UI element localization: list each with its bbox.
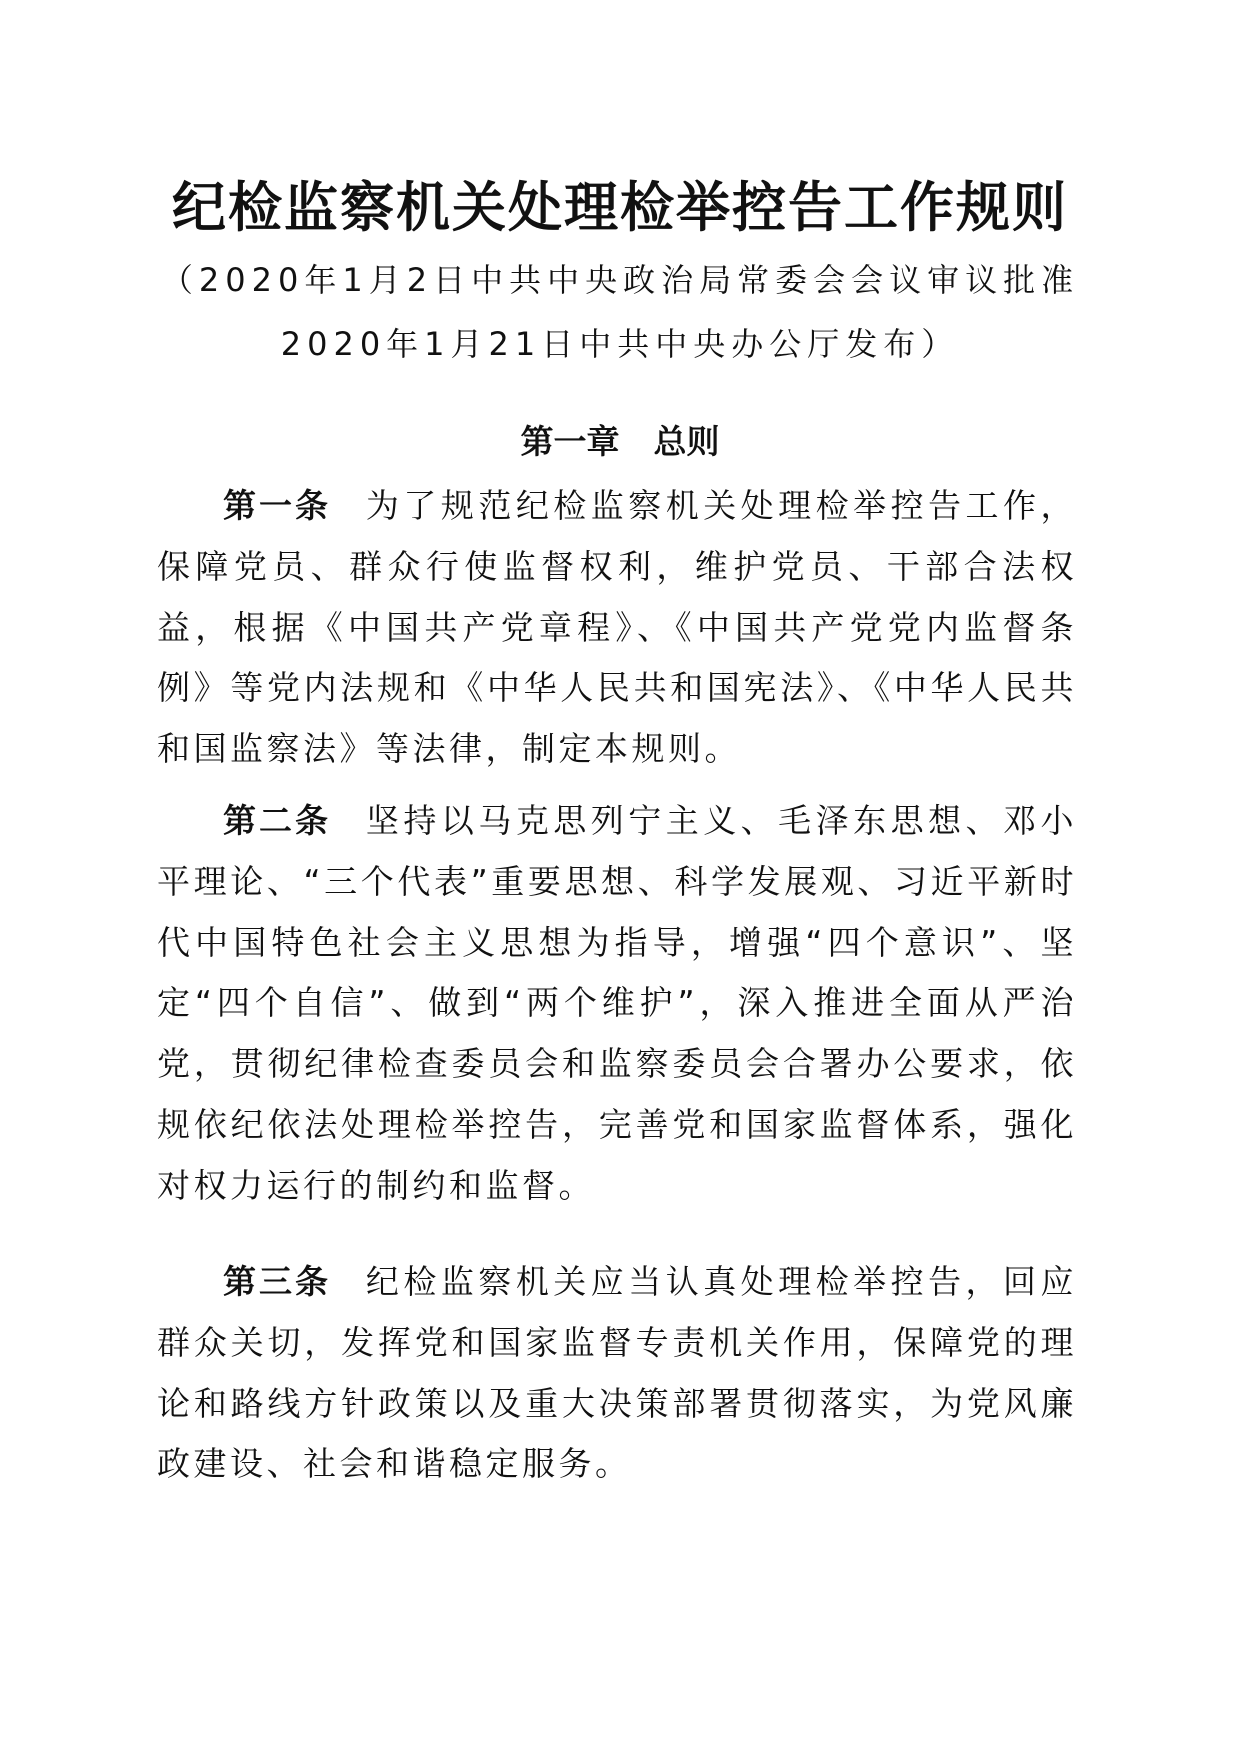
article-label: 第三条 bbox=[223, 1262, 331, 1301]
document-title: 纪检监察机关处理检举控告工作规则 bbox=[172, 175, 1068, 239]
chapter-name: 总则 bbox=[653, 422, 720, 461]
document-subtitle-approval: （2020年1月2日中共中央政治局常委会会议审议批准 bbox=[160, 261, 1080, 299]
article-1 bbox=[157, 476, 1077, 780]
article-text: 坚持以马克思列宁主义、毛泽东思想、邓小平理论、“三个代表”重要思想、科学发展观、习近平新时代中国特色社会主义思想为指导，增强“四个意识”、坚定“四个自信”、做到“两个维护”，深入推进全面从严治党，贯彻纪律检查委员会和监察委员会合署办公要求，依规依纪依法处理检举控告，完善党和国家监督体系，强化对权力运行的制约和监督。 bbox=[157, 801, 1078, 1205]
article-text: 为了规范纪检监察机关处理检举控告工作，保障党员、群众行使监督权利，维护党员、干部合法权益，根据《中国共产党章程》、《中国共产党党内监督条例》等党内法规和《中华人民共和国宪法》、《中华人民共和国监察法》等法律，制定本规则。 bbox=[157, 486, 1078, 769]
article-label: 第一条 bbox=[223, 486, 331, 525]
article-3 bbox=[157, 1252, 1077, 1495]
article-2 bbox=[157, 791, 1077, 1217]
chapter-heading bbox=[0, 420, 1240, 464]
document-subtitle-issued: 2020年1月21日中共中央办公厅发布） bbox=[280, 325, 960, 363]
article-text: 纪检监察机关应当认真处理检举控告，回应群众关切，发挥党和国家监督专责机关作用，保障党的理论和路线方针政策以及重大决策部署贯彻落实，为党风廉政建设、社会和谐稳定服务。 bbox=[157, 1262, 1078, 1484]
chapter-label: 第一章 bbox=[520, 422, 620, 461]
article-label: 第二条 bbox=[223, 801, 331, 840]
